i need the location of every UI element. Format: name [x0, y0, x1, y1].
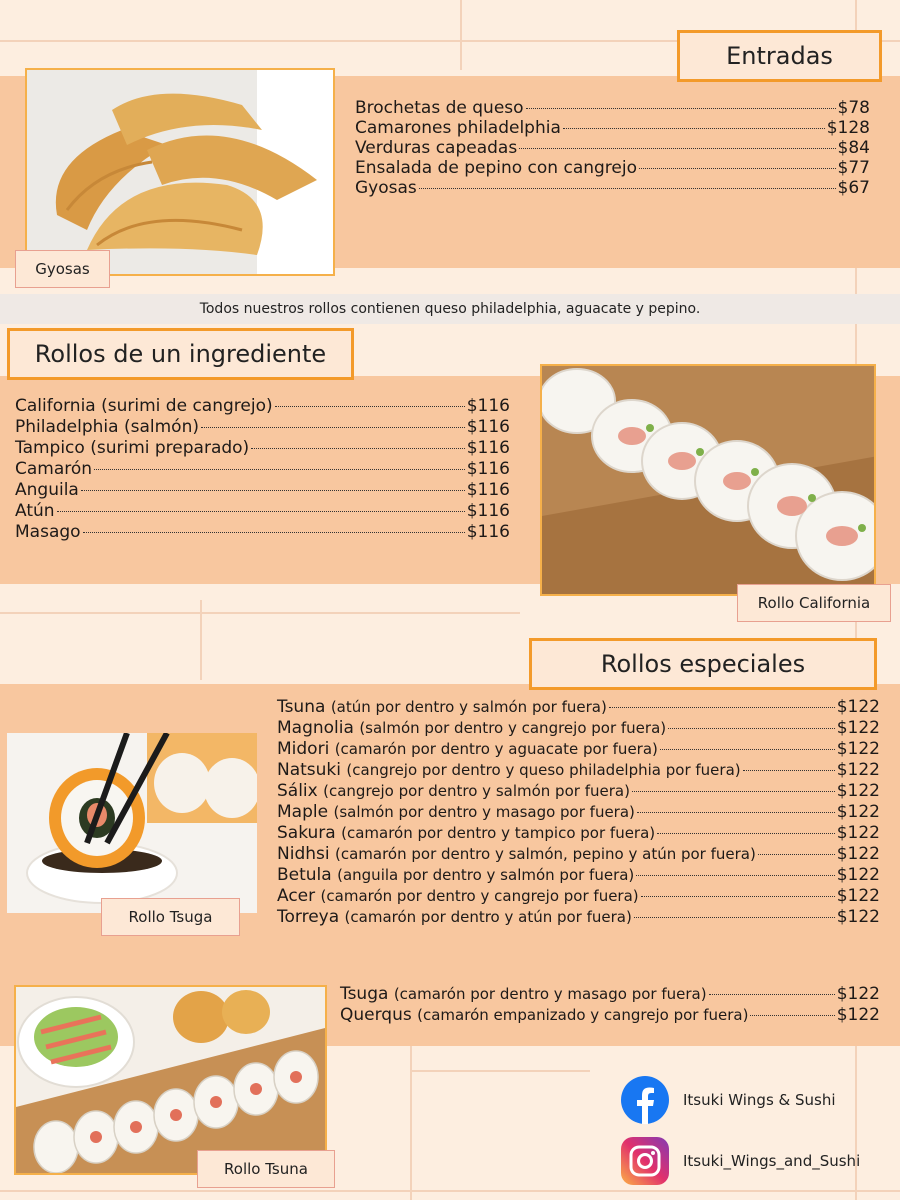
rollo-california-caption: Rollo California: [737, 584, 891, 622]
rollos-un-ingrediente-menu: [15, 396, 510, 543]
item-price: $122: [836, 907, 880, 927]
menu-item: [277, 802, 880, 822]
dot-leader: [201, 427, 465, 428]
item-name: Anguila: [15, 480, 79, 500]
item-name: Atún: [15, 501, 55, 521]
item-description: (salmón por dentro y cangrejo por fuera): [359, 719, 667, 737]
menu-item: [15, 522, 510, 542]
dot-leader: [526, 108, 836, 109]
item-price: $67: [837, 178, 870, 198]
menu-item: [15, 417, 510, 437]
item-description: (cangrejo por dentro y salmón por fuera): [323, 782, 630, 800]
dot-leader: [632, 791, 835, 792]
rollo-tsuna-image: [16, 987, 327, 1175]
item-price: $122: [836, 844, 880, 864]
dot-leader: [419, 188, 836, 189]
dot-leader: [641, 896, 835, 897]
item-price: $116: [466, 480, 510, 500]
menu-item: [277, 760, 880, 780]
grid-line: [0, 1190, 900, 1192]
menu-item: [277, 865, 880, 885]
item-name: Magnolia: [277, 718, 354, 738]
menu-item: [355, 178, 870, 198]
rollos-especiales-menu-b: [340, 984, 880, 1026]
dot-leader: [709, 994, 835, 995]
item-name: Sakura: [277, 823, 336, 843]
item-description: (camarón por dentro y cangrejo por fuera): [320, 887, 639, 905]
dot-leader: [519, 148, 835, 149]
dot-leader: [94, 469, 465, 470]
item-name: Querqus: [340, 1005, 412, 1025]
dot-leader: [750, 1015, 834, 1016]
item-price: $116: [466, 396, 510, 416]
gyosas-photo: [25, 68, 335, 276]
rollos-especiales-menu-a: [277, 697, 880, 928]
menu-item: [277, 907, 880, 927]
item-name: Verduras capeadas: [355, 138, 518, 158]
item-description: (camarón por dentro y salmón, pepino y atún por fuera): [335, 845, 756, 863]
grid-line: [410, 1045, 412, 1200]
item-name: Midori: [277, 739, 330, 759]
dot-leader: [563, 128, 825, 129]
item-name: Brochetas de queso: [355, 98, 524, 118]
dot-leader: [743, 770, 835, 771]
dot-leader: [637, 812, 835, 813]
item-price: $122: [836, 1005, 880, 1025]
item-description: (salmón por dentro y masago por fuera): [333, 803, 635, 821]
item-description: (camarón por dentro y atún por fuera): [344, 908, 632, 926]
menu-item: [355, 138, 870, 158]
menu-item: [277, 718, 880, 738]
menu-item: [15, 438, 510, 458]
grid-line: [460, 0, 462, 70]
gyosas-image: [27, 70, 335, 276]
item-price: $122: [836, 823, 880, 843]
dot-leader: [609, 707, 835, 708]
item-price: $78: [837, 98, 870, 118]
dot-leader: [758, 854, 835, 855]
item-name: Camarón: [15, 459, 93, 479]
instagram-label: Itsuki_Wings_and_Sushi: [683, 1152, 861, 1170]
item-price: $122: [836, 781, 880, 801]
item-description: (atún por dentro y salmón por fuera): [330, 698, 607, 716]
rollo-tsuna-caption: Rollo Tsuna: [197, 1150, 335, 1188]
item-price: $128: [826, 118, 870, 138]
facebook-label: Itsuki Wings & Sushi: [683, 1091, 836, 1109]
dot-leader: [251, 448, 465, 449]
menu-item: [277, 739, 880, 759]
item-name: Acer: [277, 886, 316, 906]
item-name: Betula: [277, 865, 332, 885]
item-name: Torreya: [277, 907, 340, 927]
item-price: $122: [836, 739, 880, 759]
item-description: (camarón por dentro y tampico por fuera): [341, 824, 656, 842]
dot-leader: [636, 875, 834, 876]
item-price: $77: [837, 158, 870, 178]
menu-item: [277, 823, 880, 843]
item-name: Camarones philadelphia: [355, 118, 561, 138]
item-price: $116: [466, 459, 510, 479]
menu-item: [340, 1005, 880, 1025]
rollos-un-ingrediente-title: Rollos de un ingrediente: [7, 328, 354, 380]
item-price: $122: [836, 760, 880, 780]
item-name: Tsuga: [340, 984, 389, 1004]
item-price: $122: [836, 718, 880, 738]
menu-item: [15, 459, 510, 479]
item-name: Nidhsi: [277, 844, 330, 864]
rollo-tsuga-image: [7, 733, 257, 913]
rollo-tsuga-caption: Rollo Tsuga: [101, 898, 240, 936]
dot-leader: [275, 406, 465, 407]
rollo-tsuga-photo: [7, 733, 257, 913]
item-name: Philadelphia (salmón): [15, 417, 199, 437]
item-name: Natsuki: [277, 760, 341, 780]
item-description: (camarón empanizado y cangrejo por fuera): [417, 1006, 749, 1024]
item-name: Tampico (surimi preparado): [15, 438, 250, 458]
item-description: (camarón por dentro y aguacate por fuera): [334, 740, 658, 758]
item-price: $116: [466, 522, 510, 542]
item-price: $116: [466, 417, 510, 437]
item-name: Ensalada de pepino con cangrejo: [355, 158, 637, 178]
item-price: $122: [836, 984, 880, 1004]
rolls-note: Todos nuestros rollos contienen queso philadelphia, aguacate y pepino.: [0, 294, 900, 324]
menu-item: [277, 844, 880, 864]
menu-item: [277, 781, 880, 801]
instagram-icon: [621, 1137, 669, 1185]
grid-line: [410, 1070, 590, 1072]
item-price: $122: [836, 865, 880, 885]
item-name: Masago: [15, 522, 81, 542]
dot-leader: [657, 833, 835, 834]
dot-leader: [639, 168, 836, 169]
menu-item: [15, 480, 510, 500]
grid-line: [0, 612, 520, 614]
dot-leader: [668, 728, 835, 729]
dot-leader: [81, 490, 465, 491]
gyosas-caption: Gyosas: [15, 250, 110, 288]
item-price: $122: [836, 697, 880, 717]
rollo-california-image: [542, 366, 876, 596]
menu-item: [355, 98, 870, 118]
item-description: (camarón por dentro y masago por fuera): [393, 985, 707, 1003]
item-price: $116: [466, 438, 510, 458]
item-description: (cangrejo por dentro y queso philadelphia por fuera): [346, 761, 741, 779]
item-name: Gyosas: [355, 178, 417, 198]
facebook-link[interactable]: [621, 1076, 836, 1124]
menu-item: [340, 984, 880, 1004]
entradas-title: Entradas: [677, 30, 882, 82]
menu-item: [277, 886, 880, 906]
entradas-menu: [355, 98, 870, 198]
item-name: Tsuna: [277, 697, 326, 717]
rollos-especiales-title: Rollos especiales: [529, 638, 877, 690]
item-name: Maple: [277, 802, 329, 822]
menu-item: [355, 158, 870, 178]
item-price: $122: [836, 886, 880, 906]
rollo-tsuna-photo: [14, 985, 327, 1175]
menu-item: [355, 118, 870, 138]
item-description: (anguila por dentro y salmón por fuera): [337, 866, 635, 884]
item-price: $116: [466, 501, 510, 521]
item-name: California (surimi de cangrejo): [15, 396, 273, 416]
item-name: Sálix: [277, 781, 318, 801]
item-price: $84: [837, 138, 870, 158]
facebook-icon: [621, 1076, 669, 1124]
rollo-california-photo: [540, 364, 876, 596]
item-price: $122: [836, 802, 880, 822]
dot-leader: [57, 511, 465, 512]
menu-item: [15, 501, 510, 521]
dot-leader: [660, 749, 835, 750]
dot-leader: [83, 532, 465, 533]
instagram-link[interactable]: [621, 1137, 860, 1185]
menu-item: [15, 396, 510, 416]
dot-leader: [634, 917, 835, 918]
menu-item: [277, 697, 880, 717]
